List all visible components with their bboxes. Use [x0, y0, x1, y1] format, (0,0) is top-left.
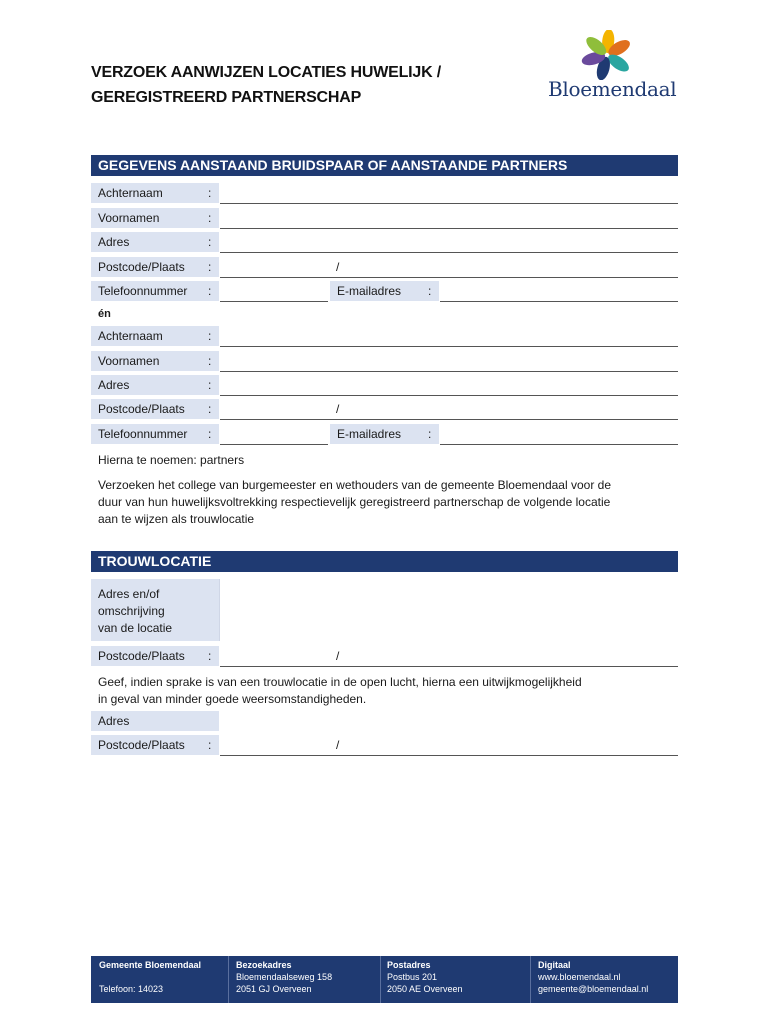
request-line-1: Verzoeken het college van burgemeester en wethouders van de gemeente Bloemendaal voor de: [98, 478, 612, 492]
colon: :: [208, 235, 212, 249]
label-alt-adres: Adres: [91, 711, 219, 731]
label-adres-1: Adres: [91, 232, 219, 252]
footer-heading: Bezoekadres: [236, 960, 292, 970]
colon: :: [208, 427, 212, 441]
postcode-separator: /: [336, 402, 340, 416]
request-line-3: aan te wijzen als trouwlocatie: [98, 512, 255, 526]
footer-website-link[interactable]: www.bloemendaal.nl: [538, 972, 621, 982]
request-paragraph: [98, 477, 678, 528]
postcode-2-field[interactable]: [220, 419, 678, 420]
footer-divider: [530, 956, 531, 1003]
colon: :: [208, 402, 212, 416]
and-separator: én: [98, 308, 111, 320]
label-voornamen-1: Voornamen: [91, 208, 219, 228]
request-line-2: duur van hun huwelijksvoltrekking respectievelijk geregistreerd partnerschap de volgende locatie: [98, 495, 611, 509]
label-postcode-2: Postcode/Plaats: [91, 399, 219, 419]
footer-col-postal: [387, 959, 463, 995]
label-telefoon-1: Telefoonnummer: [91, 281, 219, 301]
footer-visit-street: Bloemendaalseweg 158: [236, 972, 333, 982]
section-heading-partners: GEGEVENS AANSTAAND BRUIDSPAAR OF AANSTAANDE PARTNERS: [91, 155, 678, 176]
hereafter-text: Hierna te noemen: partners: [98, 453, 245, 467]
footer-col-municipality: [99, 959, 201, 995]
footer-postbox: Postbus 201: [387, 972, 438, 982]
label-achternaam-1: Achternaam: [91, 183, 219, 203]
footer-email-link[interactable]: gemeente@bloemendaal.nl: [538, 984, 649, 994]
footer: [91, 956, 678, 1003]
adres-2-field[interactable]: [220, 395, 678, 396]
location-description-field[interactable]: [220, 579, 678, 641]
colon: :: [208, 284, 212, 298]
footer-heading: Gemeente Bloemendaal: [99, 960, 202, 970]
address-desc-line-3: van de locatie: [98, 621, 173, 635]
footer-divider: [380, 956, 381, 1003]
address-desc-line-2: omschrijving: [98, 604, 165, 618]
postcode-separator: /: [336, 649, 340, 663]
flower-icon: [545, 30, 680, 80]
address-desc-line-1: Adres en/of: [98, 587, 160, 601]
section-heading-trouwlocatie: TROUWLOCATIE: [91, 551, 678, 572]
colon: :: [208, 260, 212, 274]
telefoon-1-field[interactable]: [220, 301, 328, 302]
achternaam-2-field[interactable]: [220, 346, 678, 347]
footer-heading: Digitaal: [538, 960, 571, 970]
label-email-1: E-mailadres: [330, 281, 439, 301]
label-postcode-1: Postcode/Plaats: [91, 257, 219, 277]
footer-col-visit: [236, 959, 332, 995]
footer-visit-city: 2051 GJ Overveen: [236, 984, 312, 994]
title-line-2: GEREGISTREERD PARTNERSCHAP: [91, 89, 362, 106]
adres-1-field[interactable]: [220, 252, 678, 253]
voornamen-1-field[interactable]: [220, 228, 678, 229]
label-achternaam-2: Achternaam: [91, 326, 219, 346]
footer-col-digital: [538, 959, 648, 995]
label-postcode-location: Postcode/Plaats: [91, 646, 219, 666]
voornamen-2-field[interactable]: [220, 371, 678, 372]
email-2-field[interactable]: [440, 444, 678, 445]
colon: :: [208, 211, 212, 225]
title-line-1: VERZOEK AANWIJZEN LOCATIES HUWELIJK /: [91, 64, 441, 81]
logo-wordmark: Bloemendaal: [548, 77, 677, 101]
colon: :: [208, 354, 212, 368]
bloemendaal-logo: [545, 30, 680, 105]
note-line-1: Geef, indien sprake is van een trouwlocatie in de open lucht, hierna een uitwijkmogelijkheid: [98, 675, 582, 689]
colon: :: [208, 738, 212, 752]
label-alt-postcode: Postcode/Plaats: [91, 735, 219, 755]
alt-postcode-field[interactable]: [220, 755, 678, 756]
colon: :: [208, 186, 212, 200]
footer-postal-city: 2050 AE Overveen: [387, 984, 463, 994]
postcode-separator: /: [336, 260, 340, 274]
page-title: [91, 60, 441, 110]
colon: :: [428, 427, 432, 441]
colon: :: [208, 649, 212, 663]
label-adres-2: Adres: [91, 375, 219, 395]
alternative-note: [98, 674, 678, 708]
postcode-separator: /: [336, 738, 340, 752]
label-telefoon-2: Telefoonnummer: [91, 424, 219, 444]
label-email-2: E-mailadres: [330, 424, 439, 444]
colon: :: [208, 329, 212, 343]
postcode-1-field[interactable]: [220, 277, 678, 278]
telefoon-2-field[interactable]: [220, 444, 328, 445]
email-1-field[interactable]: [440, 301, 678, 302]
achternaam-1-field[interactable]: [220, 203, 678, 204]
colon: :: [208, 378, 212, 392]
footer-phone: Telefoon: 14023: [99, 984, 164, 994]
footer-heading: Postadres: [387, 960, 431, 970]
label-voornamen-2: Voornamen: [91, 351, 219, 371]
note-line-2: in geval van minder goede weersomstandigheden.: [98, 692, 367, 706]
colon: :: [428, 284, 432, 298]
alt-adres-field[interactable]: [220, 711, 678, 731]
label-address-description: [91, 579, 219, 641]
footer-divider: [228, 956, 229, 1003]
postcode-location-field[interactable]: [220, 666, 678, 667]
